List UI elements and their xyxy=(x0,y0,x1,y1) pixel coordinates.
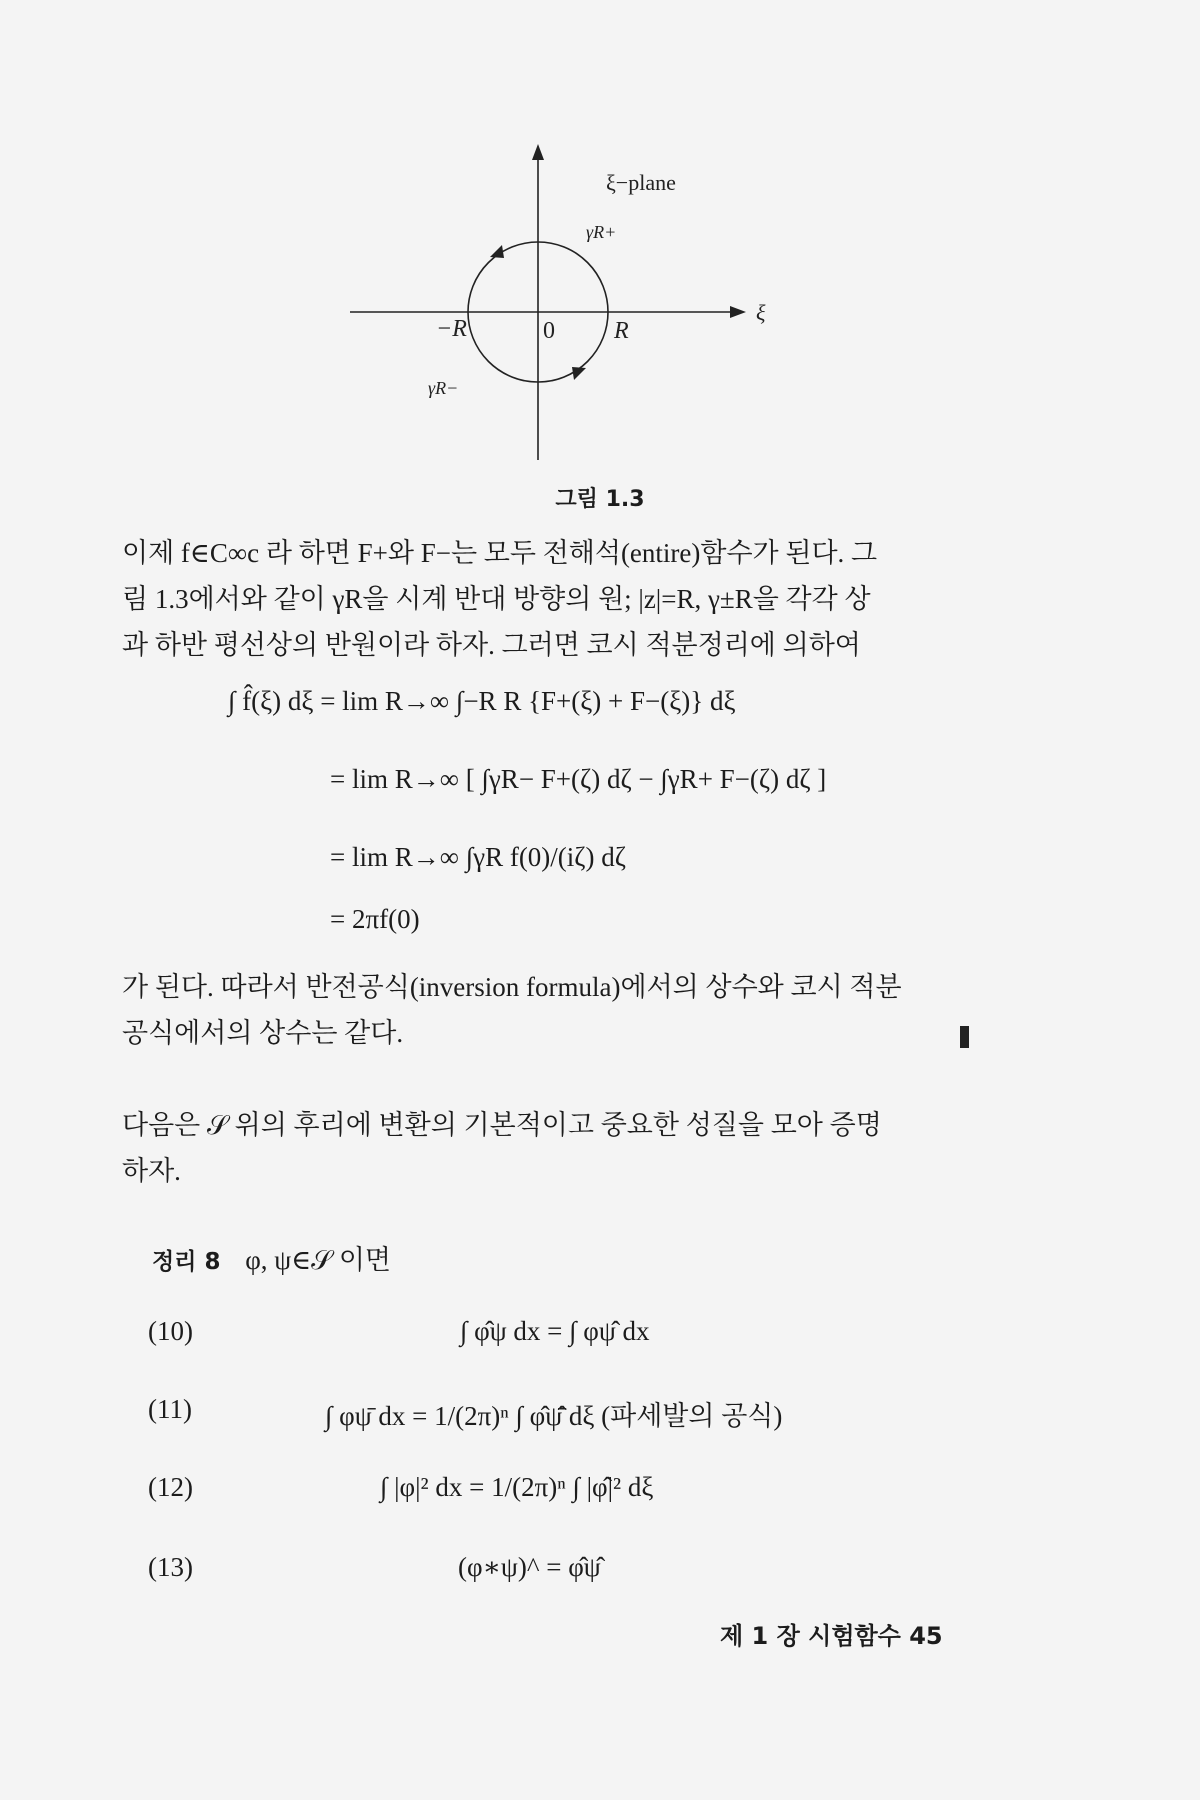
equation-12: ∫ |φ|² dx = 1/(2π)ⁿ ∫ |φ̂|² dξ xyxy=(380,1472,654,1502)
paragraph-line: 림 1.3에서와 같이 γR을 시계 반대 방향의 원; |z|=R, γ±R을 각각 상 xyxy=(122,584,871,614)
plane-label: ξ−plane xyxy=(606,170,676,195)
derivation-line-1: ∫ f̂(ξ) dξ = lim R→∞ ∫−R R {F+(ξ) + F−(ξ)} dξ xyxy=(228,686,736,716)
gamma-minus-label: γR− xyxy=(428,378,459,398)
qed-mark xyxy=(960,1026,969,1048)
pos-r-label: R xyxy=(614,318,629,344)
lower-arc-arrow-icon xyxy=(572,367,586,380)
neg-r-label: −R xyxy=(436,316,467,342)
equation-number: (11) xyxy=(148,1394,192,1424)
equation-number: (13) xyxy=(148,1552,193,1582)
derivation-line-2: = lim R→∞ [ ∫γR− F+(ζ) dζ − ∫γR+ F−(ζ) dζ ] xyxy=(330,764,827,794)
derivation-line-4: = 2πf(0) xyxy=(330,904,420,934)
equation-number: (12) xyxy=(148,1472,193,1502)
paragraph-properties xyxy=(122,1102,987,1194)
equation-number: (10) xyxy=(148,1316,193,1346)
equation-10: ∫ φ̂ψ dx = ∫ φψ̂ dx xyxy=(460,1316,650,1346)
equation-13: (φ∗ψ)^ = φ̂ψ̂ xyxy=(458,1552,601,1582)
theorem-statement: φ, ψ∈𝒮 이면 xyxy=(245,1245,391,1275)
paragraph-line: 과 하반 평선상의 반원이라 하자. 그러면 코시 적분정리에 의하여 xyxy=(122,630,861,660)
paragraph-line: 하자. xyxy=(122,1156,181,1186)
equation-11: ∫ φψ̄ dx = 1/(2π)ⁿ ∫ φ̂ψ̄̂ dξ (파세발의 공식) xyxy=(325,1401,783,1431)
figure-caption: 그림 1.3 xyxy=(555,487,645,512)
paragraph-line: 공식에서의 상수는 같다. xyxy=(122,1018,404,1048)
axis-xi-label: ξ xyxy=(756,300,766,325)
origin-label: 0 xyxy=(543,318,555,344)
paragraph-line: 가 된다. 따라서 반전공식(inversion formula)에서의 상수와 코시 적분 xyxy=(122,972,902,1002)
xi-plane-diagram xyxy=(330,140,790,470)
real-axis-arrow-icon xyxy=(730,306,746,318)
upper-arc-arrow-icon xyxy=(490,245,504,258)
derivation-line-3: = lim R→∞ ∫γR f(0)/(iζ) dζ xyxy=(330,842,626,872)
theorem-8 xyxy=(152,1238,391,1277)
paragraph-line: 이제 f∈C∞c 라 하면 F+와 F−는 모두 전해석(entire)함수가 된다. 그 xyxy=(122,538,878,568)
gamma-plus-label: γR+ xyxy=(586,222,617,242)
theorem-label: 정리 8 xyxy=(152,1249,221,1275)
imag-axis-arrow-icon xyxy=(532,144,544,160)
paragraph-intro xyxy=(122,530,987,668)
paragraph-line: 다음은 𝒮 위의 후리에 변환의 기본적이고 중요한 성질을 모아 증명 xyxy=(122,1110,882,1140)
paragraph-conclusion xyxy=(122,964,987,1056)
page-footer: 제 1 장 시험함수 45 xyxy=(720,1622,943,1650)
figure-xi-plane xyxy=(330,140,790,470)
